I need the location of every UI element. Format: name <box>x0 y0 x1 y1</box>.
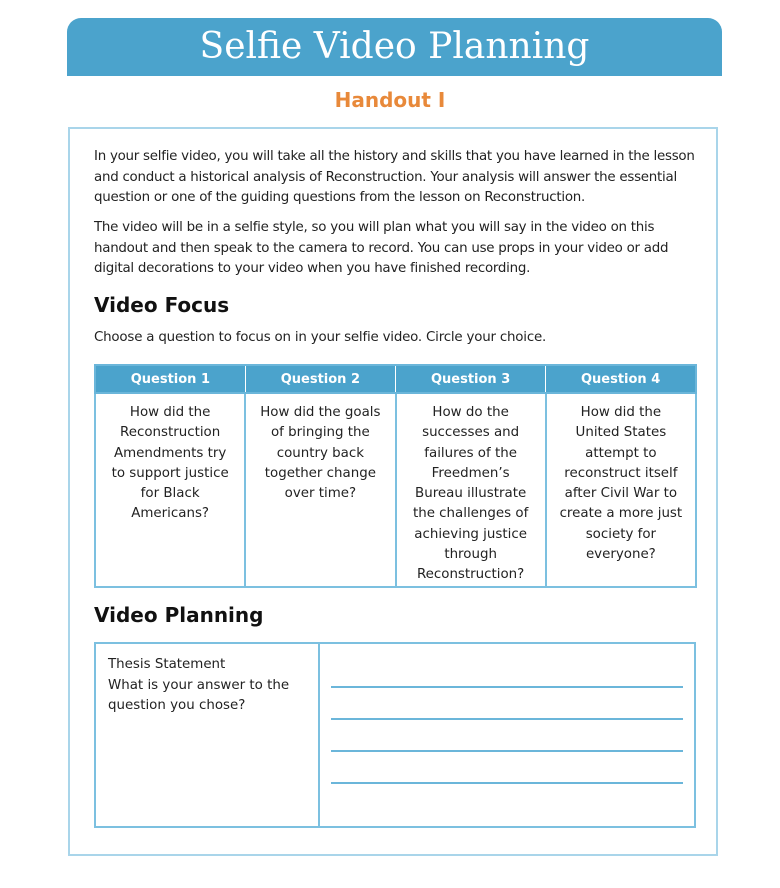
answer-line-1[interactable] <box>331 686 683 688</box>
question-1-text: How did the Reconstruction Amendments try to support justice for Black Americans? <box>111 405 229 522</box>
question-body-row <box>95 393 696 587</box>
thesis-label-cell <box>96 644 320 826</box>
answer-line-3[interactable] <box>331 750 683 752</box>
thesis-answer-area[interactable] <box>320 644 694 826</box>
video-focus-instruction: Choose a question to focus on in your selfie video. Circle your choice. <box>94 330 547 345</box>
thesis-label: Thesis Statement <box>108 657 226 672</box>
question-1-cell[interactable] <box>95 393 245 587</box>
question-4-cell[interactable] <box>546 393 696 587</box>
question-table <box>94 364 697 588</box>
title-banner <box>67 18 722 76</box>
thesis-statement-row <box>94 642 696 828</box>
answer-line-4[interactable] <box>331 782 683 784</box>
question-3-text: How do the successes and failures of the Freedmen’s Bureau illustrate the challenges of achieving justice through Reconstruction? <box>412 405 529 583</box>
question-4-text: How did the United States attempt to reconstruct itself after Civil War to create a more just society for everyone? <box>559 405 683 563</box>
handout-label: Handout I <box>334 88 446 112</box>
video-planning-heading: Video Planning <box>94 603 264 627</box>
question-4-header: Question 4 <box>546 365 696 393</box>
question-2-cell[interactable] <box>245 393 395 587</box>
video-focus-heading: Video Focus <box>94 293 230 317</box>
question-1-header: Question 1 <box>95 365 245 393</box>
page-title: Selfie Video Planning <box>199 26 590 67</box>
intro-paragraph-2: The video will be in a selfie style, so you will plan what you will say in the video on this handout and then speak to the camera to record. You can use props in your video or add digital decorations to your video when you have finished recording. <box>94 220 669 276</box>
question-2-header: Question 2 <box>245 365 395 393</box>
answer-line-2[interactable] <box>331 718 683 720</box>
question-2-text: How did the goals of bringing the country back together change over time? <box>260 405 381 502</box>
intro-paragraph-1: In your selfie video, you will take all the history and skills that you have learned in the lesson and conduct a historical analysis of Reconstruction. Your analysis will answer the essential question or one of the guiding questions from the lesson on Reconstruction. <box>94 149 695 205</box>
thesis-prompt: What is your answer to the question you chose? <box>108 677 290 713</box>
question-header-row <box>95 365 696 393</box>
question-3-header: Question 3 <box>396 365 546 393</box>
question-3-cell[interactable] <box>396 393 546 587</box>
